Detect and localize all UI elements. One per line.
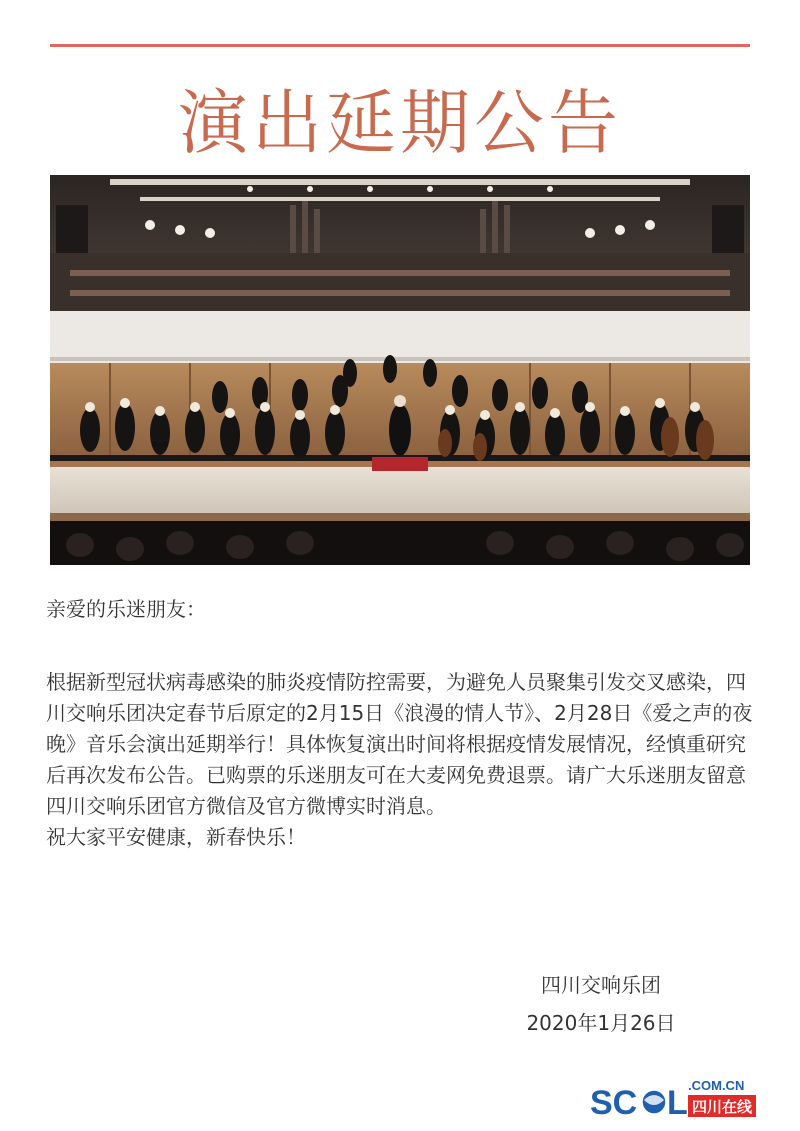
signature-organization: 四川交响乐团 (541, 973, 661, 997)
logo-name: 四川在线 (692, 1098, 753, 1116)
logo-sc-text: SC (590, 1084, 638, 1120)
signature-date: 2020年1月26日 (526, 1011, 676, 1035)
scol-logo (588, 1076, 758, 1120)
signature-block (506, 966, 696, 1042)
notice-paragraph: 根据新型冠状病毒感染的肺炎疫情防控需要，为避免人员聚集引发交叉感染，四川交响乐团决定春节后原定的2月15日《浪漫的情人节》、2月28日《爱之声的夜晚》音乐会演出延期举行！具体恢复演出时间将根据疫情发展情况，经慎重研究后再次发布公告。已购票的乐迷朋友可在大麦网免费退票。请广大乐迷朋友留意四川交响乐团官方微信及官方微博实时消息。 (46, 670, 753, 818)
top-divider (50, 44, 750, 47)
logo-l-text: L (667, 1084, 688, 1120)
notice-body (46, 667, 761, 853)
greeting: 亲爱的乐迷朋友： (46, 597, 206, 621)
closing-wish: 祝大家平安健康，新春快乐！ (46, 825, 306, 849)
logo-globe-icon (642, 1090, 666, 1114)
orchestra-photo-illustration (50, 175, 750, 565)
logo-domain: .COM.CN (688, 1078, 745, 1093)
orchestra-photo (50, 175, 750, 565)
page-title: 演出延期公告 (178, 82, 622, 164)
